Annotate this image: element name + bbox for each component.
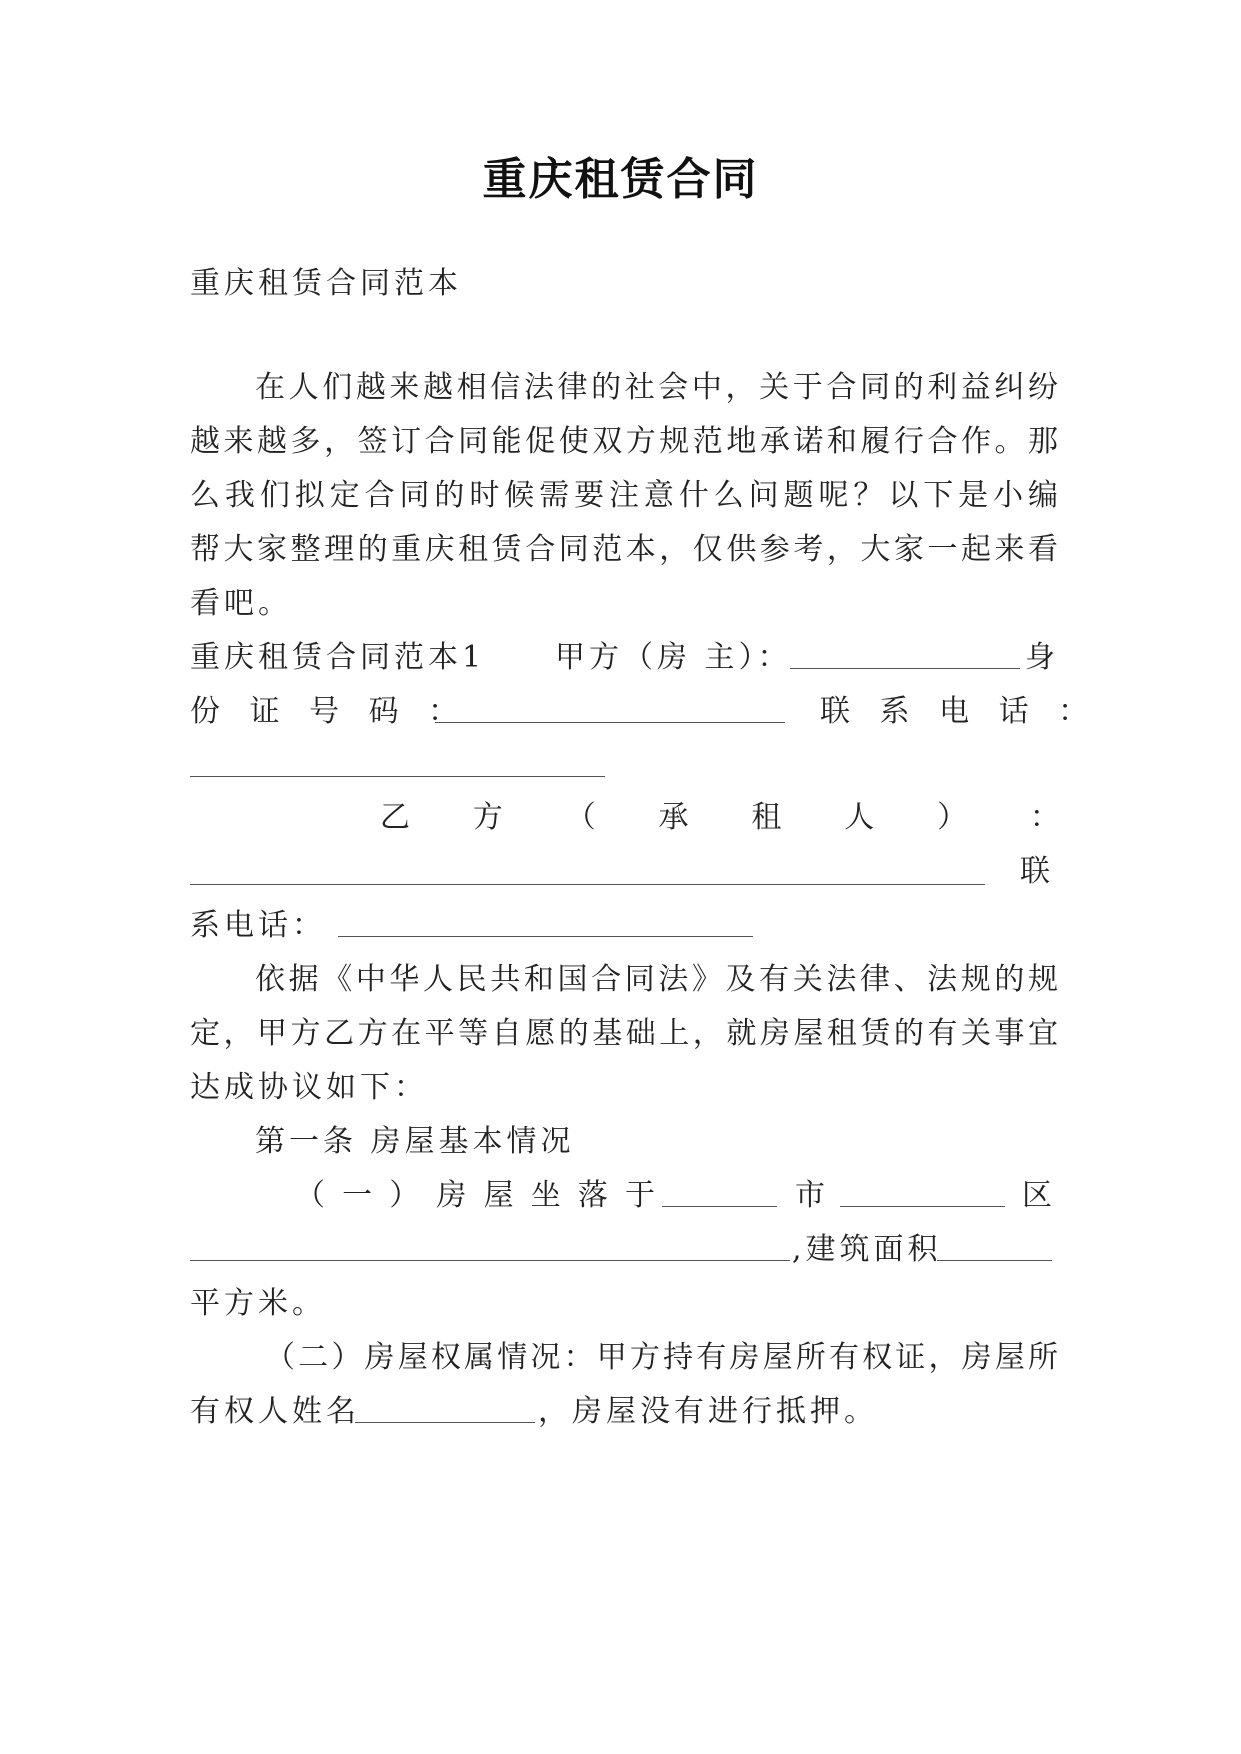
item-2-line-2-tail: ，房屋没有进行抵押。 [538, 1394, 878, 1429]
party-a-id-label: 份 证 号 码 ： [190, 694, 469, 729]
item-1-area-blank [937, 1260, 1052, 1261]
party-b-phone-trail: 联 [1020, 854, 1054, 889]
party-a-name-blank [790, 668, 1020, 669]
item-1-unit: 平方米。 [190, 1286, 326, 1321]
item-1-city-label: 市 [795, 1178, 829, 1213]
article-1-heading: 第一条 房屋基本情况 [255, 1124, 575, 1159]
party-b-phone-blank [338, 936, 753, 937]
basis-line-2: 定，甲方乙方在平等自愿的基础上，就房屋租赁的有关事宜 [190, 1016, 1060, 1051]
party-b-name-blank [190, 884, 985, 885]
item-2-owner-blank [355, 1422, 535, 1423]
party-a-phone-blank [190, 776, 605, 777]
party-b-char-1: 乙 [380, 800, 410, 835]
item-2-line-1: （二）房屋权属情况：甲方持有房屋所有权证，房屋所 [265, 1340, 1060, 1375]
item-1-char-1: （ [295, 1178, 325, 1213]
intro-line-4: 帮大家整理的重庆租赁合同范本，仅供参考，大家一起来看 [190, 532, 1060, 567]
document-title: 重庆租赁合同 [482, 154, 759, 205]
item-1-char-6: 坐 [530, 1178, 561, 1213]
item-1-district-blank [840, 1206, 1005, 1207]
intro-line-2: 越来越多，签订合同能促使双方规范地承诺和履行合作。那 [190, 424, 1060, 459]
party-a-phone-label: 联 系 电 话 ： [820, 694, 1099, 729]
intro-line-5: 看吧。 [190, 586, 292, 621]
item-1-char-8: 于 [624, 1178, 655, 1213]
sample-heading: 重庆租赁合同范本1 [190, 640, 486, 675]
party-b-char-2: 方 [472, 800, 503, 835]
intro-line-1: 在人们越来越相信法律的社会中，关于合同的利益纠纷 [255, 370, 1060, 405]
intro-line-3: 么我们拟定合同的时候需要注意什么问题呢？以下是小编 [190, 478, 1060, 513]
party-b-char-3: （ [565, 800, 596, 835]
item-1-char-3: ） [389, 1178, 420, 1213]
party-a-label: 甲方（房 主）： [555, 640, 792, 675]
item-1-address-blank [190, 1260, 790, 1261]
basis-line-3: 达成协议如下： [190, 1070, 428, 1105]
party-b-char-5: 租 [751, 800, 782, 835]
item-1-char-7: 落 [577, 1178, 608, 1213]
basis-line-1: 依据《中华人民共和国合同法》及有关法律、法规的规 [255, 962, 1060, 997]
party-b-phone-label: 系电话： [190, 908, 326, 943]
party-b-char-7: ） [937, 800, 968, 835]
item-1-char-4: 房 [436, 1178, 467, 1213]
party-b-char-6: 人 [844, 800, 875, 835]
party-a-trail: 身 [1025, 640, 1059, 675]
party-a-id-blank [435, 722, 785, 723]
item-1-district-label: 区 [1022, 1178, 1056, 1213]
party-b-label [380, 796, 1060, 840]
party-b-char-4: 承 [658, 800, 689, 835]
article-1-item-1-label [295, 1174, 655, 1218]
item-1-area-label: ,建筑面积 [792, 1232, 942, 1267]
party-b-char-8: ： [1029, 800, 1060, 835]
item-1-city-blank [662, 1206, 777, 1207]
item-1-char-5: 屋 [483, 1178, 514, 1213]
item-1-char-2: 一 [342, 1178, 373, 1213]
item-2-owner-label: 有权人姓名 [190, 1394, 360, 1429]
document-subtitle: 重庆租赁合同范本 [190, 266, 462, 301]
